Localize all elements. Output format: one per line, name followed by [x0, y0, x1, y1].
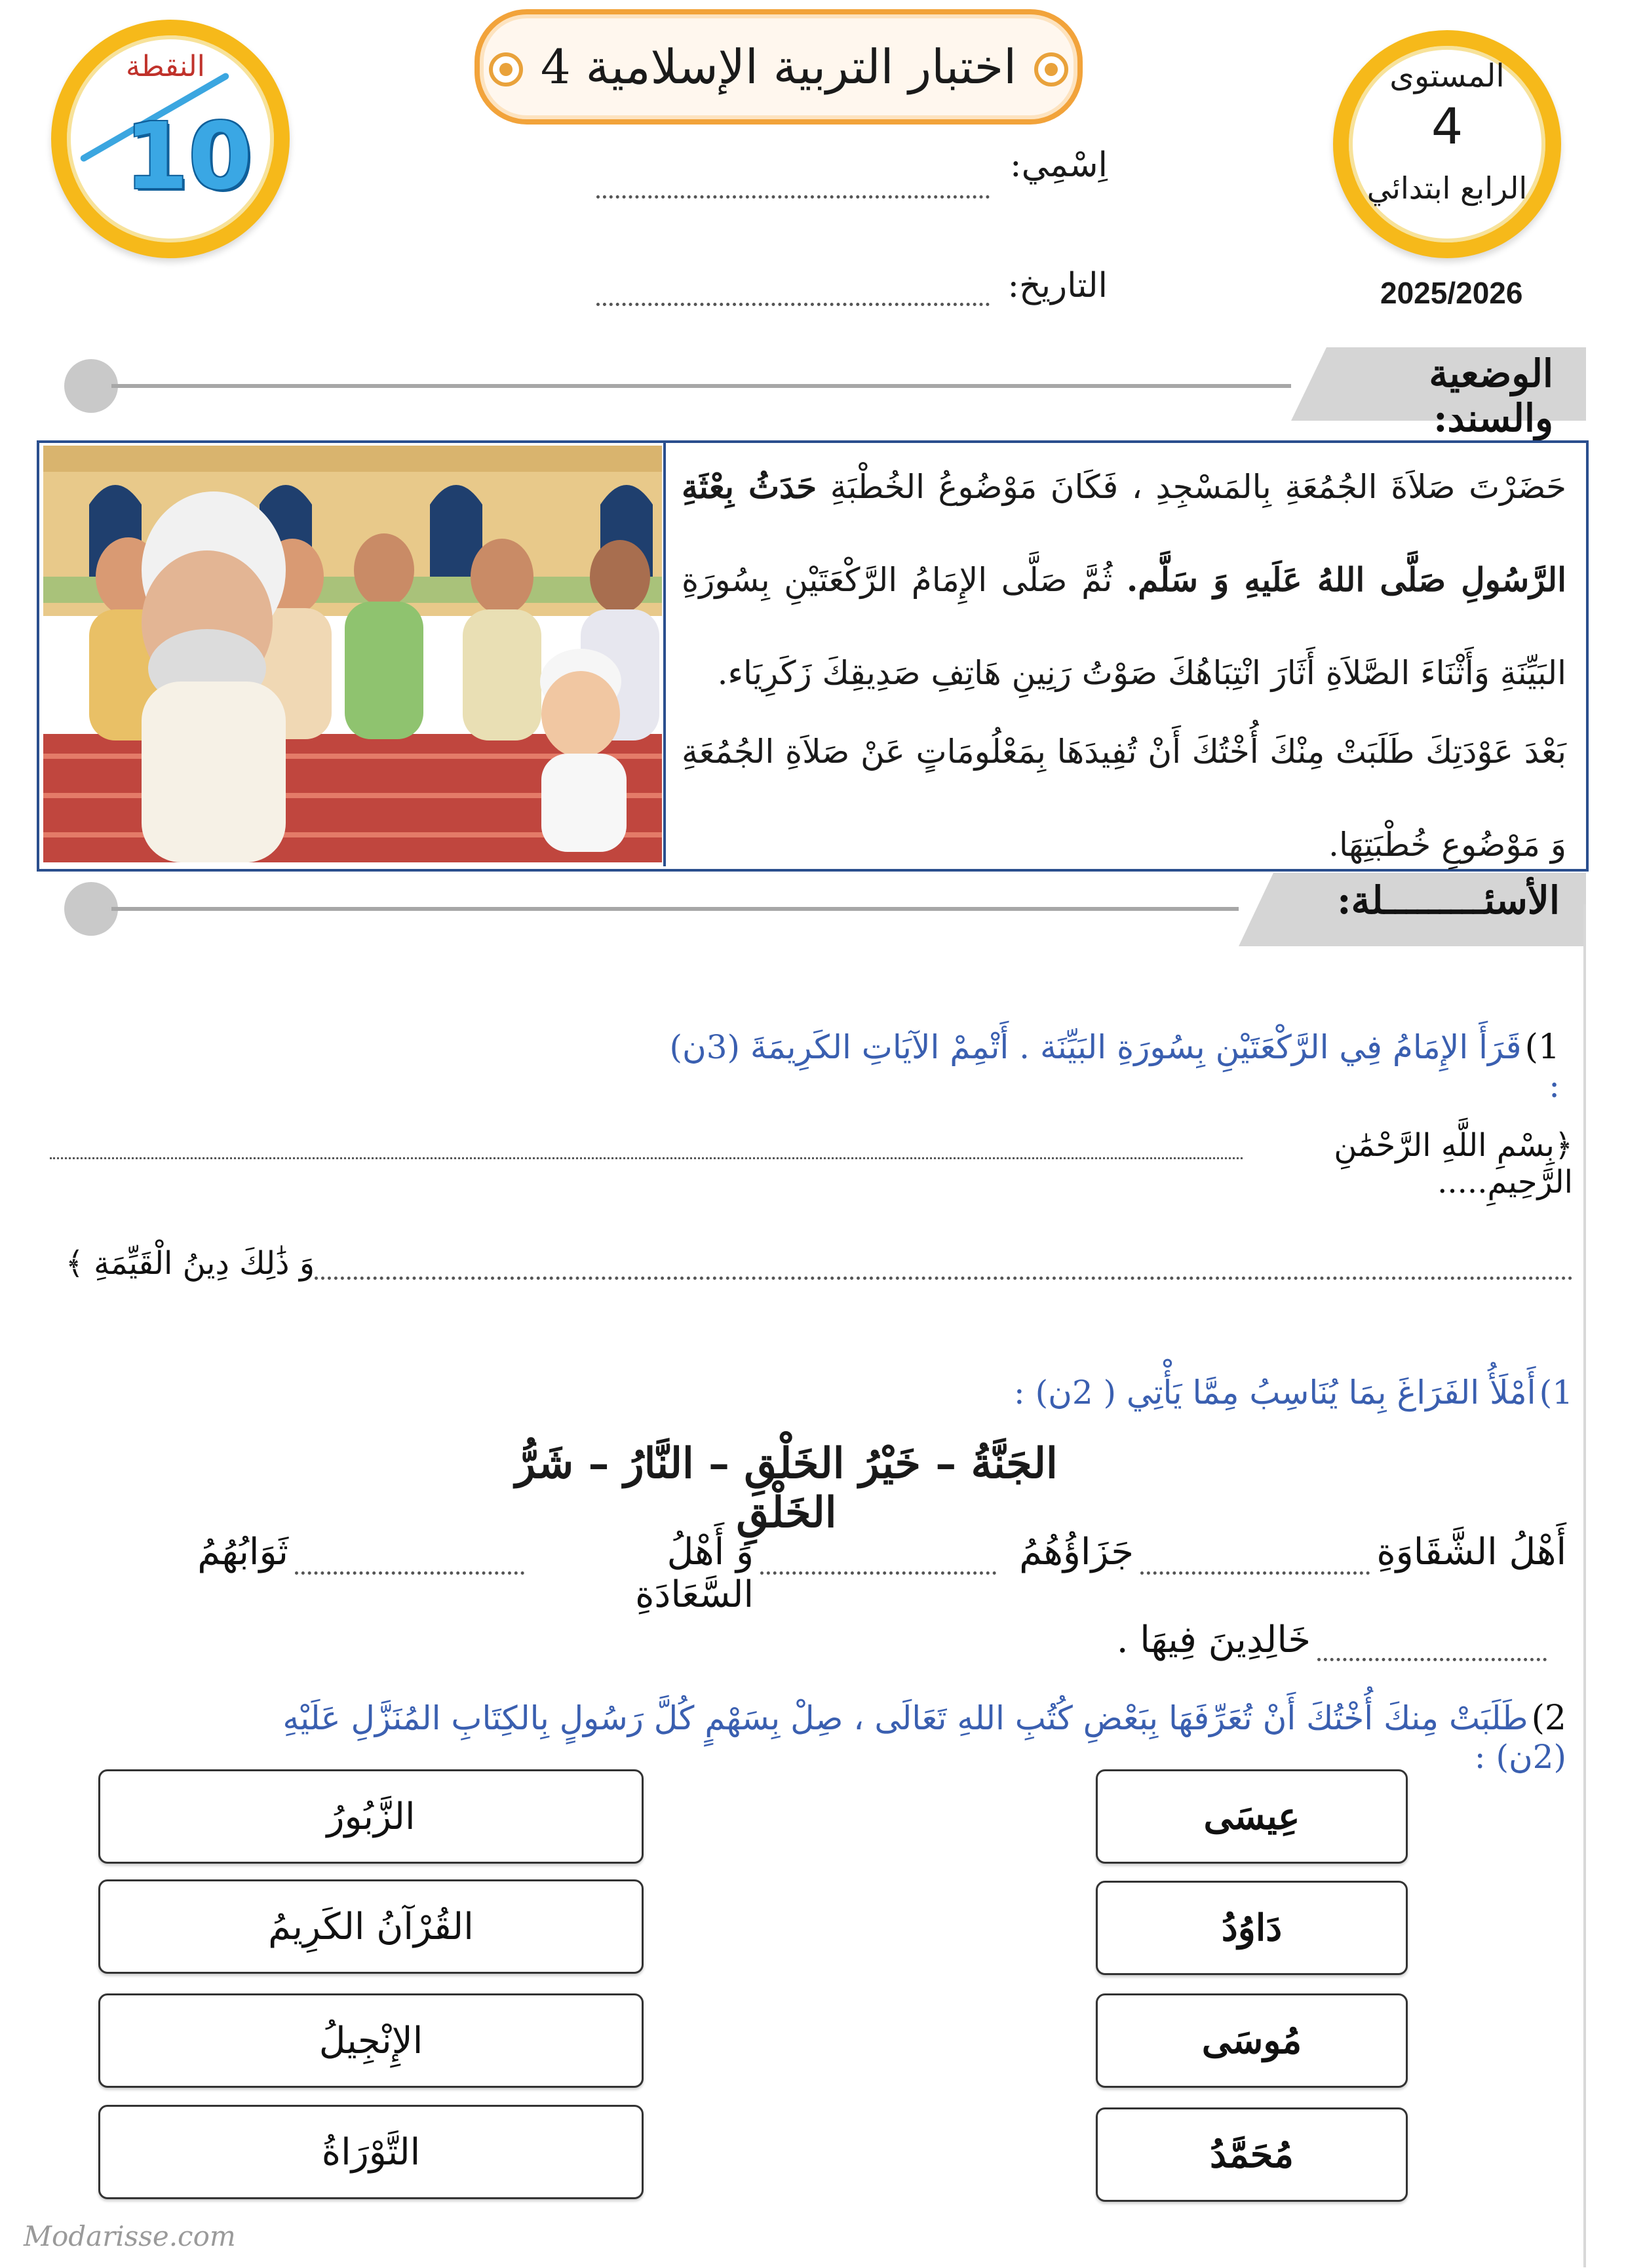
- q1-number: 1): [1524, 1028, 1560, 1067]
- ornament-right-icon: [1034, 52, 1068, 86]
- blank-1[interactable]: [1140, 1571, 1370, 1575]
- q3-text: طَلَبَتْ مِنكَ أُخْتُكَ أَنْ تُعَرِّفَهَا بِبَعْضِ كُتُبِ اللهِ تَعَالَى ، صِلْ بِسَهْمٍ كُلَّ رَسُولٍ بِالكِتَابِ المُنَزَّلِ عَلَيْهِ (2ن) :: [282, 1699, 1566, 1776]
- prophet-box-1[interactable]: عِيسَى: [1096, 1769, 1408, 1864]
- q1-text: قَرَأَ الإِمَامُ فِي الرَّكْعَتَيْنِ بِسُورَةِ البَيِّنَة . أَتْمِمْ الآيَاتِ الكَرِيمَةَ (3ن) :: [669, 1028, 1560, 1105]
- divider: [111, 907, 1239, 911]
- blank-3[interactable]: [295, 1571, 524, 1575]
- title-banner: [474, 9, 1083, 125]
- name-field[interactable]: [596, 195, 990, 199]
- word-bank: الجَنَّةُ – خَيْرُ الخَلْقِ – النَّارُ – شَرُّ الخَلْقِ: [515, 1439, 1058, 1537]
- q2-text: أَمْلَأُ الفَرَاغَ بِمَا يُنَاسِبُ مِمَّا يَأْتِي ( 2ن) :: [1013, 1374, 1536, 1412]
- verse-end: وَ ذَٰلِكَ دِينُ الْقَيِّمَةِ ﴾: [65, 1245, 315, 1282]
- score-value: 10: [125, 104, 252, 210]
- question-3: [210, 1699, 1566, 1776]
- fill-phrase-5: خَالِدِينَ فِيهَا .: [1116, 1619, 1311, 1661]
- school-year: 2025/2026: [1380, 276, 1523, 310]
- watermark: Modarisse.com: [24, 2220, 236, 2252]
- name-label: اِسْمِي:: [1010, 145, 1108, 185]
- book-box-3[interactable]: الإِنْجِيلُ: [98, 1993, 644, 2088]
- situation-heading: الوضعية والسند:: [1429, 351, 1553, 440]
- date-field[interactable]: [596, 303, 990, 306]
- question-2: [852, 1374, 1573, 1412]
- answer-line-1[interactable]: [50, 1157, 1243, 1159]
- blank-2[interactable]: [760, 1571, 996, 1575]
- mosque-prayer-illustration: [43, 446, 662, 862]
- situation-p2: بَعْدَ عَوْدَتِكَ طَلَبَتْ مِنْكَ أُخْتُكَ أَنْ تُفِيدَهَا بِمَعْلُومَاتٍ عَنْ صَلاَةِ الجُمُعَةِ وَ مَوْضُوعِ خُطْبَتِهَا.: [682, 733, 1566, 864]
- fill-phrase-4: ثَوَابُهُمُ: [197, 1531, 288, 1573]
- page-title: اختبار التربية الإسلامية 4: [540, 39, 1017, 94]
- q2-number: 1): [1539, 1374, 1573, 1412]
- fill-phrase-3: وَ أَهْلُ السَّعَادَةِ: [635, 1531, 754, 1616]
- ornament-left-icon: [489, 52, 523, 86]
- book-box-4[interactable]: التَّوْرَاةُ: [98, 2105, 644, 2199]
- level-grade: الرابع ابتدائي: [1366, 170, 1528, 206]
- bar-dot-icon: [64, 359, 118, 413]
- prophet-box-3[interactable]: مُوسَى: [1096, 1993, 1408, 2088]
- basmala: ﴿بِسْمِ اللَّهِ الرَّحْمَٰنِ الرَّحِيمِ.....: [1334, 1127, 1573, 1201]
- questions-heading: الأسئـــــــــلة:: [1337, 878, 1560, 923]
- date-label: التاريخ:: [1007, 266, 1108, 305]
- situation-p1-bold: حَدَثُ بِعْثَةِ الرَّسُولِ صَلَّى اللهُ عَلَيهِ وَ سَلَّم.: [682, 467, 1567, 599]
- score-label: النقطة: [126, 50, 205, 83]
- book-box-2[interactable]: القُرْآنُ الكَرِيمُ: [98, 1879, 644, 1974]
- book-box-1[interactable]: الزَّبُورُ: [98, 1769, 644, 1864]
- score-badge: [51, 20, 290, 258]
- level-label: المستوى: [1389, 58, 1505, 94]
- box-divider: [663, 440, 666, 866]
- prophet-box-2[interactable]: دَاوُدُ: [1096, 1881, 1408, 1975]
- bar-dot-icon: [64, 882, 118, 936]
- fill-phrase-2: جَزَاؤُهُمُ: [1019, 1531, 1134, 1573]
- blank-4[interactable]: [1317, 1658, 1547, 1661]
- margin-line: [1583, 904, 1586, 2267]
- level-number: 4: [1431, 97, 1463, 155]
- situation-p1: حَضَرْتَ صَلاَةَ الجُمُعَةِ بِالمَسْجِدِ ، فَكَانَ مَوْضُوعُ الخُطْبَةِ: [817, 468, 1566, 506]
- answer-line-2[interactable]: [315, 1277, 1573, 1280]
- question-1: [655, 1028, 1560, 1105]
- fill-phrase-1: أَهْلُ الشَّقَاوَةِ: [1376, 1531, 1566, 1573]
- divider: [111, 384, 1291, 388]
- situation-text: [682, 440, 1566, 720]
- level-badge: [1333, 30, 1561, 258]
- prophet-box-4[interactable]: مُحَمَّدُ: [1096, 2107, 1408, 2202]
- q3-number: 2): [1531, 1699, 1566, 1738]
- situation-p1-rest: ثُمَّ صَلَّى الإِمَامُ الرَّكْعَتَيْنِ بِسُورَةِ البَيِّنَةِ وَأَثْنَاءَ الصَّلاَةِ أَثَارَ انْتِبَاهُكَ صَوْتُ رَنِينِ هَاتِفِ صَدِيقِكَ زَكَرِيَاء.: [682, 561, 1566, 692]
